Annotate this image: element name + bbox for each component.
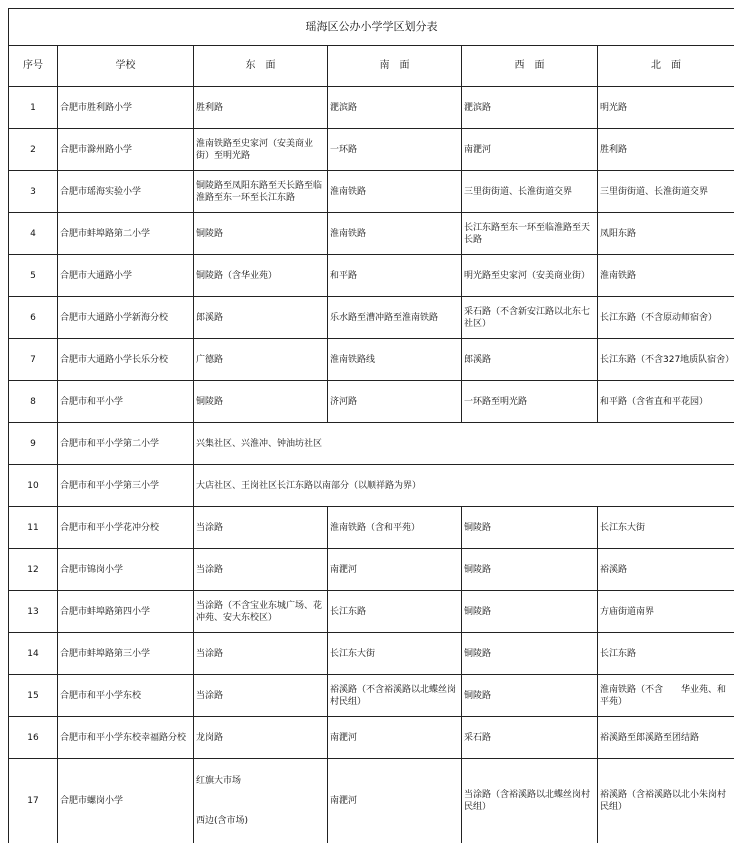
east-cell: 当涂路 bbox=[194, 675, 328, 717]
south-cell: 淮南铁路 bbox=[328, 213, 462, 255]
south-cell: 一环路 bbox=[328, 129, 462, 171]
row-index: 8 bbox=[9, 381, 58, 423]
west-cell: 一环路至明光路 bbox=[462, 381, 598, 423]
school-cell: 合肥市蚌埠路第四小学 bbox=[58, 591, 194, 633]
east-cell: 当涂路 bbox=[194, 507, 328, 549]
north-cell: 方庙街道南界 bbox=[598, 591, 735, 633]
row-index: 3 bbox=[9, 171, 58, 213]
west-cell: 采石路 bbox=[462, 717, 598, 759]
table-row bbox=[9, 171, 735, 213]
header-west: 西 面 bbox=[462, 46, 598, 87]
school-cell: 合肥市胜利路小学 bbox=[58, 87, 194, 129]
north-cell: 胜利路 bbox=[598, 129, 735, 171]
school-cell: 合肥市和平小学 bbox=[58, 381, 194, 423]
school-cell: 合肥市大通路小学 bbox=[58, 255, 194, 297]
east-line: 西边(含市场) bbox=[196, 816, 249, 826]
row-index: 16 bbox=[9, 717, 58, 759]
south-cell: 长江东路 bbox=[328, 591, 462, 633]
school-cell: 合肥市和平小学第二小学 bbox=[58, 423, 194, 465]
east-cell: 当涂路（不含宝业东城广场、花冲苑、安大东校区） bbox=[194, 591, 328, 633]
district-table bbox=[8, 8, 734, 843]
school-cell: 合肥市锦岗小学 bbox=[58, 549, 194, 591]
west-cell: 当涂路（含裕溪路以北蝶丝岗村民组） bbox=[462, 759, 598, 843]
table-row bbox=[9, 591, 735, 633]
west-cell: 采石路（不含新安江路以北东七社区） bbox=[462, 297, 598, 339]
south-cell: 裕溪路（不含裕溪路以北蝶丝岗村民组） bbox=[328, 675, 462, 717]
row-index: 12 bbox=[9, 549, 58, 591]
header-north: 北 面 bbox=[598, 46, 735, 87]
east-cell: 龙岗路 bbox=[194, 717, 328, 759]
table-row bbox=[9, 675, 735, 717]
header-school: 学校 bbox=[58, 46, 194, 87]
table-row bbox=[9, 129, 735, 171]
north-cell: 凤阳东路 bbox=[598, 213, 735, 255]
school-cell: 合肥市和平小学花冲分校 bbox=[58, 507, 194, 549]
school-cell: 合肥市大通路小学长乐分校 bbox=[58, 339, 194, 381]
south-cell: 南淝河 bbox=[328, 549, 462, 591]
table-row bbox=[9, 633, 735, 675]
east-line: 红旗大市场 bbox=[196, 776, 242, 786]
row-index: 15 bbox=[9, 675, 58, 717]
table-row bbox=[9, 339, 735, 381]
west-cell: 南淝河 bbox=[462, 129, 598, 171]
table-row bbox=[9, 549, 735, 591]
east-cell: 铜陵路（含华业苑） bbox=[194, 255, 328, 297]
south-cell: 淮南铁路线 bbox=[328, 339, 462, 381]
school-cell: 合肥市大通路小学新海分校 bbox=[58, 297, 194, 339]
west-cell: 长江东路至东一环至临淮路至天长路 bbox=[462, 213, 598, 255]
row-index: 10 bbox=[9, 465, 58, 507]
west-cell: 明光路至史家河（安美商业街） bbox=[462, 255, 598, 297]
merged-area-cell: 大店社区、王岗社区长江东路以南部分（以顺祥路为界） bbox=[194, 465, 735, 507]
row-index: 7 bbox=[9, 339, 58, 381]
east-cell: 铜陵路 bbox=[194, 213, 328, 255]
school-cell: 合肥市蚌埠路第二小学 bbox=[58, 213, 194, 255]
south-cell: 长江东大街 bbox=[328, 633, 462, 675]
row-index: 9 bbox=[9, 423, 58, 465]
school-cell: 合肥市和平小学第三小学 bbox=[58, 465, 194, 507]
school-cell: 合肥市螺岗小学 bbox=[58, 759, 194, 843]
north-cell: 明光路 bbox=[598, 87, 735, 129]
row-index: 13 bbox=[9, 591, 58, 633]
south-cell: 淮南铁路（含和平苑） bbox=[328, 507, 462, 549]
table-row bbox=[9, 717, 735, 759]
west-cell: 三里街街道、长淮街道交界 bbox=[462, 171, 598, 213]
document-page bbox=[8, 8, 734, 843]
west-cell: 郎溪路 bbox=[462, 339, 598, 381]
east-cell: 郎溪路 bbox=[194, 297, 328, 339]
table-row bbox=[9, 255, 735, 297]
east-cell: 铜陵路 bbox=[194, 381, 328, 423]
table-header-row bbox=[9, 46, 735, 87]
school-cell: 合肥市滁州路小学 bbox=[58, 129, 194, 171]
north-cell: 长江东大街 bbox=[598, 507, 735, 549]
east-cell: 当涂路 bbox=[194, 549, 328, 591]
row-index: 11 bbox=[9, 507, 58, 549]
east-cell: 淮南铁路至史家河（安美商业街）至明光路 bbox=[194, 129, 328, 171]
south-cell: 南淝河 bbox=[328, 717, 462, 759]
north-cell: 裕溪路（含裕溪路以北小朱岗村民组） bbox=[598, 759, 735, 843]
west-cell: 淝滨路 bbox=[462, 87, 598, 129]
east-cell: 铜陵路至凤阳东路至天长路至临淮路至东一环至长江东路 bbox=[194, 171, 328, 213]
west-cell: 铜陵路 bbox=[462, 675, 598, 717]
south-cell: 南淝河 bbox=[328, 759, 462, 843]
north-cell: 长江东路 bbox=[598, 633, 735, 675]
north-cell: 长江东路（不含327地质队宿舍） bbox=[598, 339, 735, 381]
east-cell: 当涂路 bbox=[194, 633, 328, 675]
east-cell: 广德路 bbox=[194, 339, 328, 381]
west-cell: 铜陵路 bbox=[462, 507, 598, 549]
table-title: 瑶海区公办小学学区划分表 bbox=[9, 9, 735, 46]
east-cell bbox=[194, 759, 328, 843]
row-index: 2 bbox=[9, 129, 58, 171]
row-index: 1 bbox=[9, 87, 58, 129]
table-row bbox=[9, 507, 735, 549]
table-row bbox=[9, 465, 735, 507]
school-cell: 合肥市和平小学东校幸福路分校 bbox=[58, 717, 194, 759]
table-row bbox=[9, 213, 735, 255]
south-cell: 济河路 bbox=[328, 381, 462, 423]
row-index: 4 bbox=[9, 213, 58, 255]
row-index: 17 bbox=[9, 759, 58, 843]
east-cell: 胜利路 bbox=[194, 87, 328, 129]
south-cell: 淮南铁路 bbox=[328, 171, 462, 213]
table-row bbox=[9, 423, 735, 465]
north-cell: 三里街街道、长淮街道交界 bbox=[598, 171, 735, 213]
row-index: 14 bbox=[9, 633, 58, 675]
south-cell: 和平路 bbox=[328, 255, 462, 297]
school-cell: 合肥市瑶海实验小学 bbox=[58, 171, 194, 213]
north-cell: 长江东路（不含原动师宿舍） bbox=[598, 297, 735, 339]
north-cell: 和平路（含省直和平花园） bbox=[598, 381, 735, 423]
south-cell: 淝滨路 bbox=[328, 87, 462, 129]
row-index: 5 bbox=[9, 255, 58, 297]
header-south: 南 面 bbox=[328, 46, 462, 87]
merged-area-cell: 兴集社区、兴淮冲、钟油坊社区 bbox=[194, 423, 735, 465]
west-cell: 铜陵路 bbox=[462, 633, 598, 675]
school-cell: 合肥市蚌埠路第三小学 bbox=[58, 633, 194, 675]
header-east: 东 面 bbox=[194, 46, 328, 87]
table-row bbox=[9, 759, 735, 843]
north-cell: 裕溪路 bbox=[598, 549, 735, 591]
north-cell: 淮南铁路（不含 华业苑、和平苑） bbox=[598, 675, 735, 717]
table-row bbox=[9, 87, 735, 129]
south-cell: 乐水路至漕冲路至淮南铁路 bbox=[328, 297, 462, 339]
table-row bbox=[9, 297, 735, 339]
north-cell: 裕溪路至郎溪路至团结路 bbox=[598, 717, 735, 759]
school-cell: 合肥市和平小学东校 bbox=[58, 675, 194, 717]
row-index: 6 bbox=[9, 297, 58, 339]
west-cell: 铜陵路 bbox=[462, 549, 598, 591]
table-row bbox=[9, 381, 735, 423]
west-cell: 铜陵路 bbox=[462, 591, 598, 633]
header-index: 序号 bbox=[9, 46, 58, 87]
north-cell: 淮南铁路 bbox=[598, 255, 735, 297]
